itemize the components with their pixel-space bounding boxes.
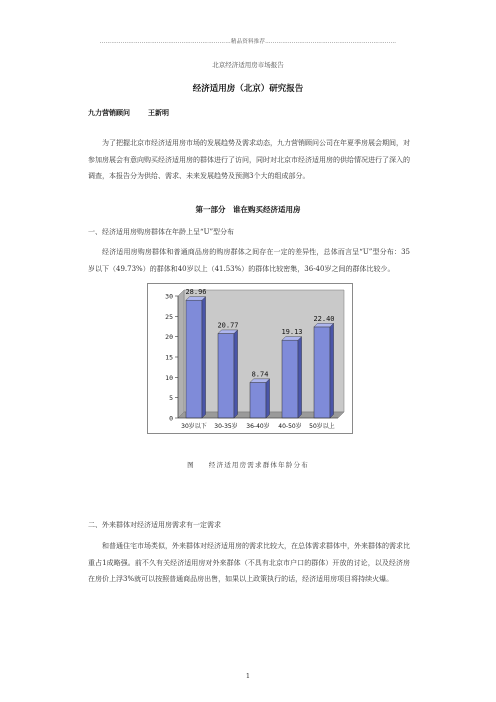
chart-side-wall	[178, 290, 184, 418]
y-tick-label: 30	[165, 292, 173, 301]
bar-side	[266, 379, 270, 418]
author-organization: 九力营销顾问	[88, 108, 130, 117]
section-one-paragraph: 经济适用房购房群体和普通商品房的购房群体之间存在一定的差异性，总体而言呈“U”型分布：35岁以下（49.73%）的群体和40岁以上（41.53%）的群体比较密集，36-40岁之间的群体比较少。	[88, 248, 410, 273]
page-header-banner: ……………………………………………………………精品资料推荐……………………………………………………………	[99, 39, 397, 45]
section-two-paragraph: 和普通住宅市场类似，外来群体对经济适用房的需求比较大，在总体需求群体中，外来群体的需求比重占1成略强。前不久有关经济适用房对外来群体（不具有北京市户口的群体）开放的讨论，以及经济房在房价上浮3%就可以按照普通商品房出售，如果以上政策执行的话，经济适用房项目将持续火爆。	[88, 542, 410, 583]
part-one-title: 第一部分 谁在购买经济适用房	[195, 205, 301, 214]
bar-front	[314, 327, 330, 418]
age-distribution-chart	[147, 283, 353, 434]
bar-front	[250, 382, 266, 418]
bar-top	[282, 337, 302, 341]
y-tick-label: 5	[169, 394, 173, 403]
bar-side	[330, 323, 334, 418]
bar-front	[282, 340, 298, 418]
bar-value-label: 22.40	[313, 314, 335, 323]
bar-side	[298, 337, 302, 418]
bar-value-label: 20.77	[217, 321, 239, 330]
y-tick-label: 0	[169, 414, 173, 423]
y-tick-label: 20	[165, 333, 173, 342]
bar-side	[202, 297, 206, 418]
chart-canvas	[148, 284, 352, 433]
bar-value-label: 19.13	[281, 328, 303, 337]
section-two-heading: 二、外来群体对经济适用房需求有一定需求	[88, 521, 221, 529]
document-title: 经济适用房（北京）研究报告	[192, 84, 304, 94]
bar-side	[234, 330, 238, 418]
bar-front	[186, 300, 202, 418]
bar-value-label: 28.96	[185, 288, 207, 297]
figure-caption-text: 经济适用房需求群体年龄分布	[208, 461, 309, 469]
x-tick-label: 36-40岁	[246, 423, 270, 430]
y-tick-label: 10	[165, 373, 173, 382]
bar-value-label: 8.74	[251, 370, 269, 379]
author-name: 王新明	[148, 108, 169, 117]
bar-top	[314, 323, 334, 327]
intro-paragraph: 为了把握北京市经济适用房市场的发展趋势及需求动态，九力营销顾问公司在年夏季房展会期间，对参加房展会有意向购买经济适用房的群体进行了访问，同时对北京市经济适用房的供给情况进行了深入的调查，本报告分为供给、需求、未来发展趋势及预测3个大的组成部分。	[88, 139, 410, 180]
x-tick-label: 30-35岁	[214, 423, 238, 430]
bar-top	[218, 330, 238, 334]
bar-front	[218, 334, 234, 418]
figure-caption-lead: 图	[187, 461, 195, 469]
document-subtitle: 北京经济适用房市场报告	[212, 61, 284, 69]
section-one-heading: 一、经济适用房购房群体在年龄上呈“U”型分布	[88, 228, 235, 236]
author-line	[88, 108, 187, 118]
x-tick-label: 40-50岁	[278, 423, 302, 430]
x-tick-label: 30岁以下	[181, 423, 207, 430]
x-tick-label: 50岁以上	[309, 423, 335, 430]
y-tick-label: 25	[165, 312, 173, 321]
bar-top	[250, 379, 270, 383]
y-tick-label: 15	[165, 353, 173, 362]
page-number: 1	[245, 672, 251, 680]
bar-top	[186, 297, 206, 301]
figure-caption	[0, 460, 496, 469]
